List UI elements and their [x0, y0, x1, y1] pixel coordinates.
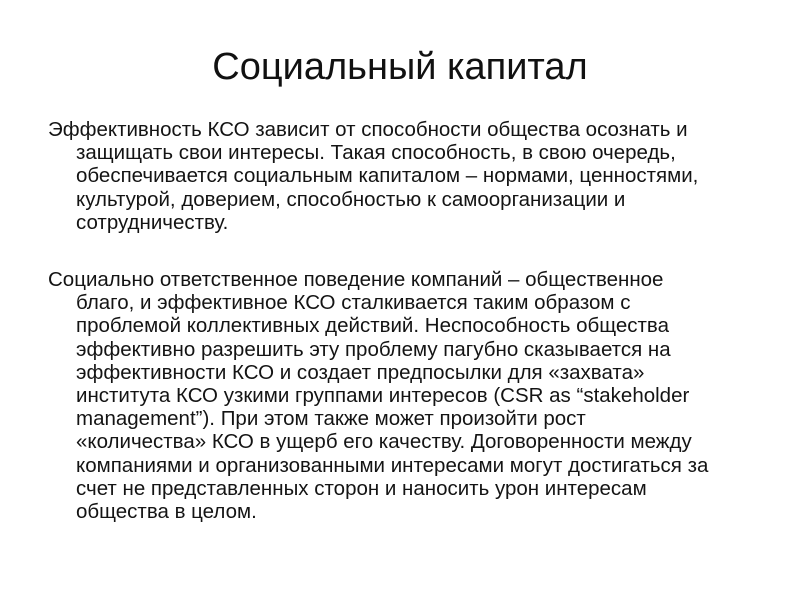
- text-line: management”). При этом также может произойти рост: [76, 407, 586, 431]
- text-line: эффективно разрешить эту проблему пагубно сказывается на: [76, 337, 671, 361]
- text-line: благо, и эффективное КСО сталкивается таким образом с: [76, 291, 631, 315]
- text-line: защищать свои интересы. Такая способность, в свою очередь,: [76, 141, 676, 165]
- text-line: культурой, доверием, способностью к самоорганизации и: [76, 187, 626, 211]
- text-line: компаниями и организованными интересами могут достигаться за: [76, 453, 709, 477]
- paragraph-collective-action: [48, 268, 768, 523]
- text-line: эффективности КСО и создает предпосылки для «захвата»: [76, 360, 645, 384]
- text-line: счет не представленных сторон и наносить урон интересам: [76, 476, 647, 500]
- text-line: обеспечивается социальным капиталом – нормами, ценностями,: [76, 164, 699, 188]
- paragraph-ks0-effectiveness: [48, 118, 768, 234]
- text-line: Социально ответственное поведение компаний – общественное: [48, 268, 664, 291]
- text-line: Эффективность КСО зависит от способности общества осознать и: [48, 118, 688, 141]
- slide-title: Социальный капитал: [212, 46, 588, 88]
- text-line: «количества» КСО в ущерб его качеству. Договоренности между: [76, 430, 692, 454]
- text-line: сотрудничеству.: [76, 210, 229, 234]
- text-line: института КСО узкими группами интересов (CSR as “stakeholder: [76, 384, 690, 408]
- text-line: проблемой коллективных действий. Неспособность общества: [76, 314, 669, 338]
- text-line: общества в целом.: [76, 500, 257, 524]
